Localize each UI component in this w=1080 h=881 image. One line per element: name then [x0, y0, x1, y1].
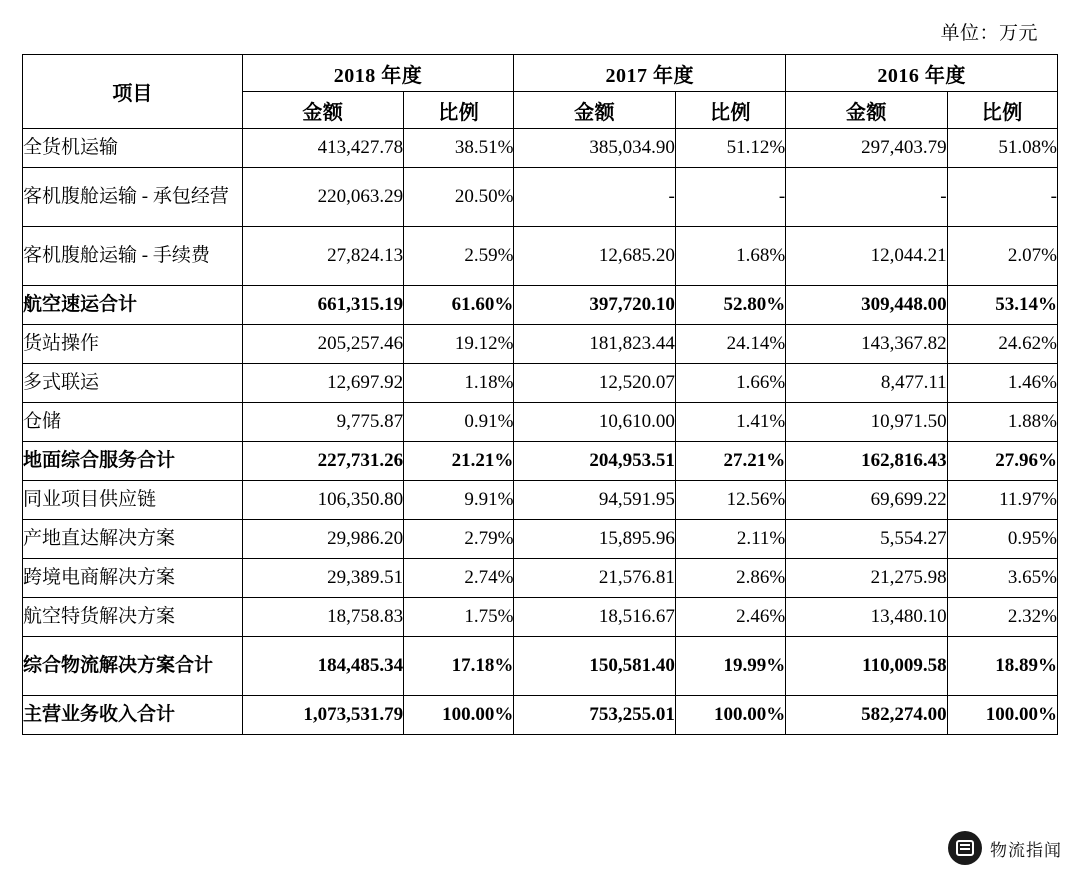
- row-label: 综合物流解决方案合计: [23, 637, 243, 696]
- row-label: 同业项目供应链: [23, 481, 243, 520]
- column-header-item: 项目: [23, 55, 243, 129]
- logo-icon: [948, 831, 982, 865]
- row-cell: 24.14%: [675, 325, 785, 364]
- table-row: [23, 598, 1058, 637]
- row-cell: 11.97%: [947, 481, 1057, 520]
- row-cell: 100.00%: [675, 696, 785, 735]
- column-header-year-2017: 2017 年度: [514, 55, 786, 92]
- column-header-year-2016: 2016 年度: [786, 55, 1058, 92]
- table-row: [23, 696, 1058, 735]
- row-label: 多式联运: [23, 364, 243, 403]
- column-header-amount-2018: 金额: [242, 92, 403, 129]
- row-cell: 582,274.00: [786, 696, 947, 735]
- row-cell: 94,591.95: [514, 481, 675, 520]
- row-cell: 27.96%: [947, 442, 1057, 481]
- table-row: [23, 403, 1058, 442]
- table-row: [23, 129, 1058, 168]
- row-cell: 18.89%: [947, 637, 1057, 696]
- column-header-year-2018: 2018 年度: [242, 55, 514, 92]
- table-row: [23, 637, 1058, 696]
- row-cell: -: [675, 168, 785, 227]
- column-header-ratio-2018: 比例: [404, 92, 514, 129]
- row-cell: 1.68%: [675, 227, 785, 286]
- row-cell: 0.91%: [404, 403, 514, 442]
- row-cell: 69,699.22: [786, 481, 947, 520]
- row-cell: 220,063.29: [242, 168, 403, 227]
- row-cell: 13,480.10: [786, 598, 947, 637]
- row-cell: 3.65%: [947, 559, 1057, 598]
- column-header-amount-2017: 金额: [514, 92, 675, 129]
- row-label: 全货机运输: [23, 129, 243, 168]
- row-cell: 10,971.50: [786, 403, 947, 442]
- row-cell: 12,520.07: [514, 364, 675, 403]
- row-cell: 18,758.83: [242, 598, 403, 637]
- row-label: 地面综合服务合计: [23, 442, 243, 481]
- row-cell: 9.91%: [404, 481, 514, 520]
- row-cell: 385,034.90: [514, 129, 675, 168]
- row-cell: 106,350.80: [242, 481, 403, 520]
- table-row: [23, 325, 1058, 364]
- row-cell: 1.41%: [675, 403, 785, 442]
- row-cell: 27.21%: [675, 442, 785, 481]
- row-cell: 21,275.98: [786, 559, 947, 598]
- row-cell: 661,315.19: [242, 286, 403, 325]
- row-cell: 9,775.87: [242, 403, 403, 442]
- row-cell: 2.11%: [675, 520, 785, 559]
- row-label: 主营业务收入合计: [23, 696, 243, 735]
- row-cell: 181,823.44: [514, 325, 675, 364]
- row-cell: 17.18%: [404, 637, 514, 696]
- row-cell: 227,731.26: [242, 442, 403, 481]
- row-cell: 21,576.81: [514, 559, 675, 598]
- table-body: [23, 129, 1058, 735]
- watermark: [940, 825, 1072, 871]
- table-row: [23, 168, 1058, 227]
- row-cell: 27,824.13: [242, 227, 403, 286]
- row-cell: 100.00%: [947, 696, 1057, 735]
- table-row: [23, 227, 1058, 286]
- row-cell: 1,073,531.79: [242, 696, 403, 735]
- row-cell: 19.12%: [404, 325, 514, 364]
- row-cell: 5,554.27: [786, 520, 947, 559]
- row-cell: 21.21%: [404, 442, 514, 481]
- revenue-breakdown-table: [22, 54, 1058, 735]
- row-cell: 1.66%: [675, 364, 785, 403]
- row-cell: 8,477.11: [786, 364, 947, 403]
- row-cell: 12,697.92: [242, 364, 403, 403]
- row-cell: 2.86%: [675, 559, 785, 598]
- row-label: 跨境电商解决方案: [23, 559, 243, 598]
- row-cell: 53.14%: [947, 286, 1057, 325]
- table-row: [23, 442, 1058, 481]
- row-cell: 29,389.51: [242, 559, 403, 598]
- watermark-label: 物流指闻: [990, 840, 1062, 860]
- row-cell: 1.88%: [947, 403, 1057, 442]
- table-header: [23, 55, 1058, 129]
- row-cell: 413,427.78: [242, 129, 403, 168]
- row-cell: 51.12%: [675, 129, 785, 168]
- row-cell: 12,685.20: [514, 227, 675, 286]
- row-cell: 61.60%: [404, 286, 514, 325]
- row-label: 航空速运合计: [23, 286, 243, 325]
- row-cell: 51.08%: [947, 129, 1057, 168]
- table-row: [23, 520, 1058, 559]
- row-cell: 20.50%: [404, 168, 514, 227]
- row-label: 航空特货解决方案: [23, 598, 243, 637]
- row-cell: -: [514, 168, 675, 227]
- row-cell: 10,610.00: [514, 403, 675, 442]
- column-header-ratio-2016: 比例: [947, 92, 1057, 129]
- row-cell: 143,367.82: [786, 325, 947, 364]
- row-cell: 2.79%: [404, 520, 514, 559]
- row-cell: 19.99%: [675, 637, 785, 696]
- row-cell: 100.00%: [404, 696, 514, 735]
- row-cell: 184,485.34: [242, 637, 403, 696]
- row-cell: 2.07%: [947, 227, 1057, 286]
- row-cell: 15,895.96: [514, 520, 675, 559]
- row-cell: 2.46%: [675, 598, 785, 637]
- row-cell: 12.56%: [675, 481, 785, 520]
- row-cell: 2.32%: [947, 598, 1057, 637]
- row-cell: 2.59%: [404, 227, 514, 286]
- table-row: [23, 481, 1058, 520]
- column-header-ratio-2017: 比例: [675, 92, 785, 129]
- row-label: 客机腹舱运输 - 承包经营: [23, 168, 243, 227]
- row-cell: -: [947, 168, 1057, 227]
- row-cell: 753,255.01: [514, 696, 675, 735]
- row-cell: 297,403.79: [786, 129, 947, 168]
- header-row-years: [23, 55, 1058, 92]
- row-cell: 397,720.10: [514, 286, 675, 325]
- row-cell: 29,986.20: [242, 520, 403, 559]
- row-cell: 150,581.40: [514, 637, 675, 696]
- row-cell: 1.18%: [404, 364, 514, 403]
- row-cell: 1.75%: [404, 598, 514, 637]
- unit-note: 单位：万元: [940, 23, 1038, 44]
- row-cell: 18,516.67: [514, 598, 675, 637]
- table-row: [23, 559, 1058, 598]
- row-cell: 162,816.43: [786, 442, 947, 481]
- row-label: 仓储: [23, 403, 243, 442]
- row-cell: 52.80%: [675, 286, 785, 325]
- row-label: 产地直达解决方案: [23, 520, 243, 559]
- row-cell: 204,953.51: [514, 442, 675, 481]
- row-cell: 0.95%: [947, 520, 1057, 559]
- row-cell: -: [786, 168, 947, 227]
- row-cell: 110,009.58: [786, 637, 947, 696]
- row-label: 货站操作: [23, 325, 243, 364]
- row-cell: 38.51%: [404, 129, 514, 168]
- row-cell: 24.62%: [947, 325, 1057, 364]
- row-cell: 1.46%: [947, 364, 1057, 403]
- column-header-amount-2016: 金额: [786, 92, 947, 129]
- row-cell: 12,044.21: [786, 227, 947, 286]
- row-cell: 309,448.00: [786, 286, 947, 325]
- row-cell: 205,257.46: [242, 325, 403, 364]
- row-label: 客机腹舱运输 - 手续费: [23, 227, 243, 286]
- table-row: [23, 286, 1058, 325]
- table-row: [23, 364, 1058, 403]
- row-cell: 2.74%: [404, 559, 514, 598]
